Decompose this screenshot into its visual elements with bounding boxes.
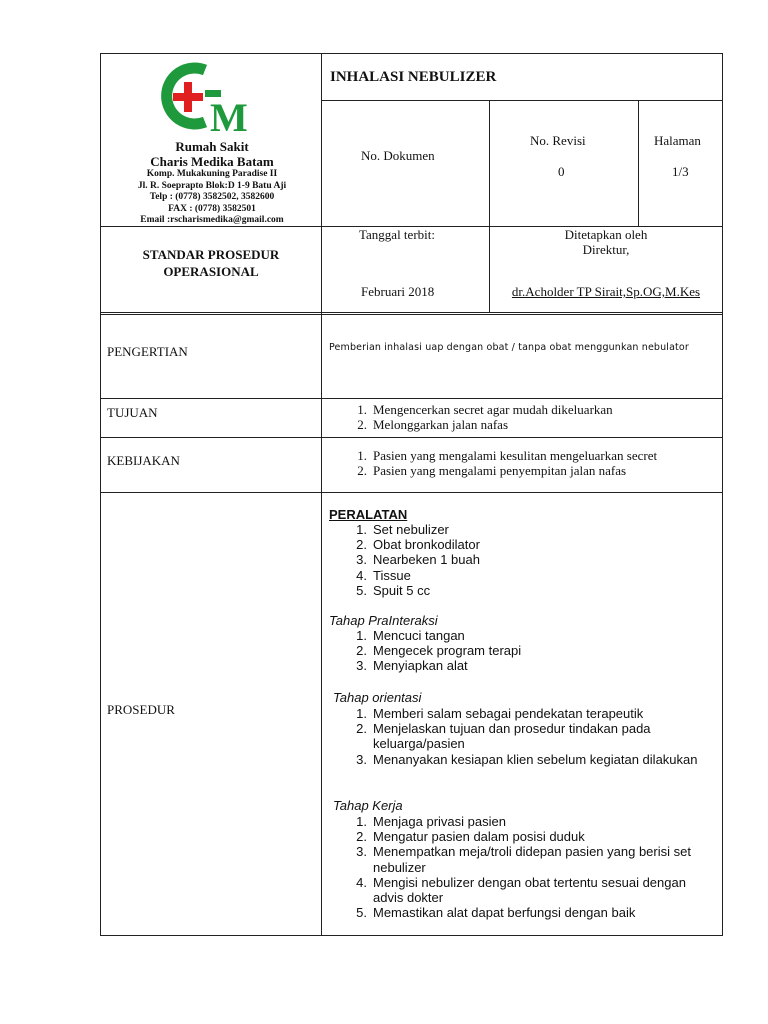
list-item: 5. Memastikan alat dapat berfungsi dengan baik [356, 905, 636, 921]
page-label: Halaman [654, 133, 701, 148]
list-item: 4. Mengisi nebulizer dengan obat tertentu sesuai dengan advis dokter [356, 874, 686, 906]
director-name: dr.Acholder TP Sirait,Sp.OG,M.Kes [511, 284, 701, 299]
list-item: 4. Tissue [356, 567, 411, 583]
fax-line: FAX : (0778) 3582501 [168, 203, 256, 214]
list-item: 2. Obat bronkodilator [356, 537, 480, 553]
revision-value: 0 [558, 164, 565, 179]
phone-line: Telp : (0778) 3582502, 3582600 [149, 192, 275, 202]
list-item: 1. Pasien yang mengalami kesulitan mengeluarkan secret [357, 448, 658, 463]
address-line: Jl. R. Soeprapto Blok:D 1-9 Batu Aji [137, 180, 287, 191]
list-item: 1. Memberi salam sebagai pendekatan terapeutik [356, 706, 644, 721]
list-item: 3. Menyiapkan alat [356, 658, 468, 674]
list-item: 3. Menanyakan kesiapan klien sebelum kegiatan dilakukan [356, 751, 698, 767]
list-item: 5. Spuit 5 cc [356, 582, 431, 598]
list-item: 1. Mencuci tangan [356, 628, 465, 643]
list-item: 2. Mengecek program terapi [356, 643, 522, 659]
address-line: Komp. Mukakuning Paradise II [146, 169, 278, 179]
approved-position: Direktur, [582, 242, 630, 257]
sop-label-line1: STANDAR PROSEDUR [142, 247, 280, 262]
kebijakan-list [349, 448, 657, 478]
list-item: 3. Nearbeken 1 buah [356, 552, 480, 568]
issue-date-label: Tanggal terbit: [359, 227, 435, 242]
kebijakan-label: KEBIJAKAN [107, 453, 180, 468]
orientasi-heading: Tahap orientasi [333, 690, 422, 705]
sop-label-line2: OPERASIONAL [163, 264, 259, 279]
list-item: 1. Set nebulizer [356, 522, 449, 537]
orientasi-list [349, 706, 709, 767]
tujuan-label: TUJUAN [107, 405, 158, 420]
kerja-heading: Tahap Kerja [333, 798, 403, 813]
list-item: 2. Mengatur pasien dalam posisi duduk [356, 829, 585, 845]
prainteraksi-heading: Tahap PraInteraksi [329, 613, 438, 628]
prosedur-label: PROSEDUR [107, 702, 175, 717]
prainteraksi-list [349, 628, 521, 674]
list-item: 2. Pasien yang mengalami penyempitan jalan nafas [357, 463, 627, 478]
doc-number-label: No. Dokumen [361, 148, 435, 163]
approved-by-label: Ditetapkan oleh [564, 227, 648, 242]
pengertian-label: PENGERTIAN [107, 344, 188, 359]
tujuan-list [349, 402, 613, 432]
email-line: Email :rscharismedika@gmail.com [140, 215, 284, 225]
list-item: 1. Mengencerkan secret agar mudah dikeluarkan [357, 402, 613, 417]
document-title: INHALASI NEBULIZER [330, 69, 497, 85]
hospital-logo [153, 60, 273, 132]
kerja-list [349, 814, 709, 920]
hospital-name: Charis Medika Batam [150, 154, 274, 169]
list-item: 2. Melonggarkan jalan nafas [357, 417, 509, 432]
pengertian-text: Pemberian inhalasi uap dengan obat / tanpa obat menggunkan nebulator [329, 342, 689, 353]
peralatan-list [349, 522, 480, 598]
list-item: 2. Menjelaskan tujuan dan prosedur tindakan pada keluarga/pasien [356, 721, 651, 752]
page-value: 1/3 [672, 164, 689, 179]
logo-letter: M [210, 95, 248, 132]
hospital-type: Rumah Sakit [175, 139, 249, 154]
issue-date-value: Februari 2018 [361, 284, 435, 299]
peralatan-heading: PERALATAN [329, 507, 408, 522]
revision-label: No. Revisi [530, 133, 586, 148]
list-item: 3. Menempatkan meja/troli didepan pasien yang berisi set nebulizer [356, 844, 691, 875]
list-item: 1. Menjaga privasi pasien [356, 814, 506, 829]
